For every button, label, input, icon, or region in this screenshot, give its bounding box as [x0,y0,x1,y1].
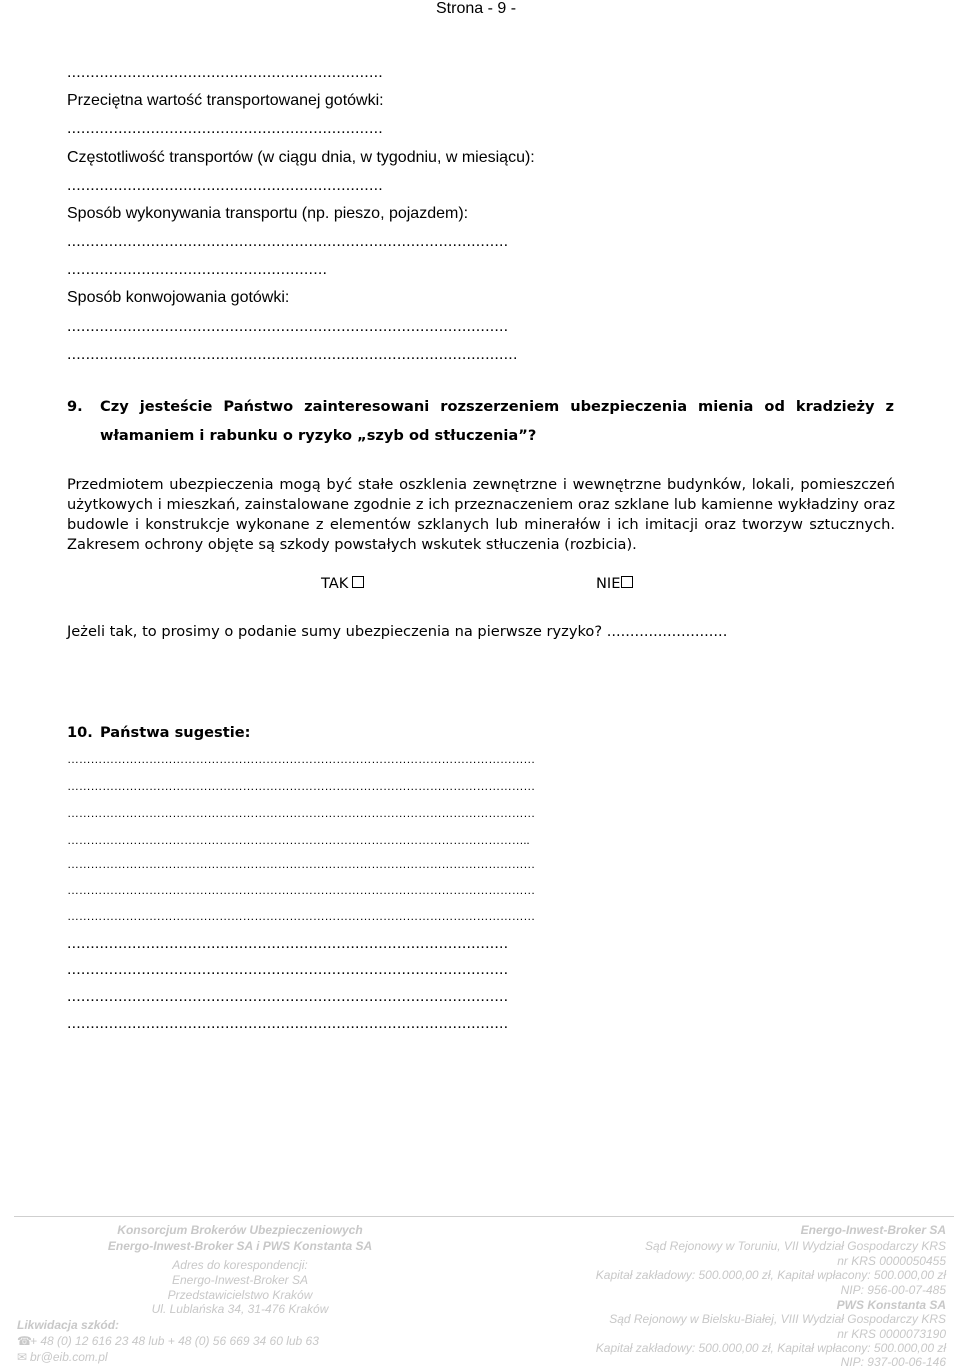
phone-number: + 48 (0) 12 616 23 48 lub + 48 (0) 56 669 34 60 lub 63 [30,1334,319,1348]
suggestion-line[interactable]: ………………………………………………………………………………………………………… [67,806,536,820]
suggestion-line[interactable]: ............................................................................................... [67,961,509,978]
method-label: Sposób wykonywania transportu (np. pieszo, pojazdem): [67,205,469,222]
address-office: Przedstawicielstwo Kraków [167,1288,313,1302]
company2-nip: NIP: 937-00-06-146 [840,1355,946,1369]
yes-checkbox[interactable] [352,576,364,588]
suggestion-line[interactable]: ………………………………………………………………………………………………………… [67,779,536,793]
company1-court: Sąd Rejonowy w Toruniu, VII Wydział Gospodarczy KRS [644,1239,946,1253]
address-company: Energo-Inwest-Broker SA [171,1273,309,1287]
answer-line[interactable]: .................................................................... [67,64,383,81]
question-number: 9. [67,398,83,415]
consortium-name: Konsorcjum Brokerów Ubezpieczeniowych [117,1223,363,1237]
answer-line[interactable]: .................................................................... [67,177,383,194]
no-checkbox[interactable] [621,576,633,588]
no-label: NIE [596,575,621,592]
no-option[interactable] [596,575,633,592]
address-street: Ul. Lublańska 34, 31-476 Kraków [151,1302,329,1316]
company2-capital: Kapitał zakładowy: 500.000,00 zł, Kapitał wpłacony: 500.000,00 zł [595,1341,946,1355]
footer-divider [14,1216,954,1217]
suggestion-line[interactable]: ............................................................................................... [67,1015,509,1032]
question-number: 10. [67,724,93,741]
suggestion-line[interactable]: ............................................................................................... [67,935,509,952]
company1-krs: nr KRS 0000050455 [837,1254,946,1268]
suggestion-line[interactable]: ………………………………………………………………………………………………………… [67,883,536,897]
claims-phone [17,1334,319,1348]
page-number: Strona - 9 - [436,0,517,17]
envelope-icon: ✉ [17,1350,28,1364]
company1-name: Energo-Inwest-Broker SA [800,1223,946,1237]
escort-label: Sposób konwojowania gotówki: [67,289,290,306]
address-label: Adres do korespondencji: [172,1258,308,1272]
frequency-label: Częstotliwość transportów (w ciągu dnia, w tygodniu, w miesiącu): [67,149,535,166]
suggestion-line[interactable]: ………………………………………………………………………………………………………… [67,752,536,766]
claims-email[interactable] [17,1350,108,1364]
company2-krs: nr KRS 0000073190 [837,1327,946,1341]
avg-value-label: Przeciętna wartość transportowanej gotówki: [67,92,384,109]
suggestion-line[interactable]: ............................................................................................... [67,988,509,1005]
company2-name: PWS Konstanta SA [836,1298,946,1312]
phone-icon: ☎ [17,1334,32,1348]
sum-insured-prompt[interactable]: Jeżeli tak, to prosimy o podanie sumy ubezpieczenia na pierwsze ryzyko? .......................... [67,623,728,640]
company2-court: Sąd Rejonowy w Bielsku-Białej, VIII Wydział Gospodarczy KRS [609,1312,946,1326]
yes-option[interactable] [321,575,364,592]
suggestions-title: Państwa sugestie: [100,724,251,741]
company1-nip: NIP: 956-00-07-485 [840,1283,946,1297]
suggestion-line[interactable]: ……………………………………………………………………………………………………….. [67,833,530,847]
suggestion-line[interactable]: ………………………………………………………………………………………………………… [67,909,536,923]
email-address[interactable]: br@eib.com.pl [30,1350,108,1364]
answer-line[interactable]: ............................................................................................... [67,318,509,335]
question-description: Przedmiotem ubezpieczenia mogą być stałe oszklenia zewnętrzne i wewnętrzne budynków, lokali, pomieszczeń użytkowych i mieszkań, zainstalowane zgodnie z ich przeznaczeniem oraz szklane lub kamienne wykładziny oraz budowle i konstrukcje wykonane z elementów szklanych lub minerałów i ich imitacji oraz tworzyw sztucznych. Zakresem ochrony objęte są szkody powstałych wskutek stłuczenia (rozbicia). [67,476,895,553]
answer-line[interactable]: .................................................................... [67,120,383,137]
question-text: Czy jesteście Państwo zainteresowani rozszerzeniem ubezpieczenia mienia od kradzieży z włamaniem i rabunku o ryzyko „szyb od stłuczenia”? [100,398,894,444]
company1-capital: Kapitał zakładowy: 500.000,00 zł, Kapitał wpłacony: 500.000,00 zł [595,1268,946,1282]
yes-label: TAK [321,575,349,592]
consortium-members: Energo-Inwest-Broker SA i PWS Konstanta SA [107,1239,373,1253]
answer-line[interactable]: ............................................................................................... [67,233,509,250]
claims-label: Likwidacja szkód: [17,1318,120,1332]
answer-line[interactable]: ........................................................ [67,261,328,278]
suggestion-line[interactable]: ………………………………………………………………………………………………………… [67,857,536,871]
answer-line[interactable]: ................................................................................................. [67,346,518,363]
